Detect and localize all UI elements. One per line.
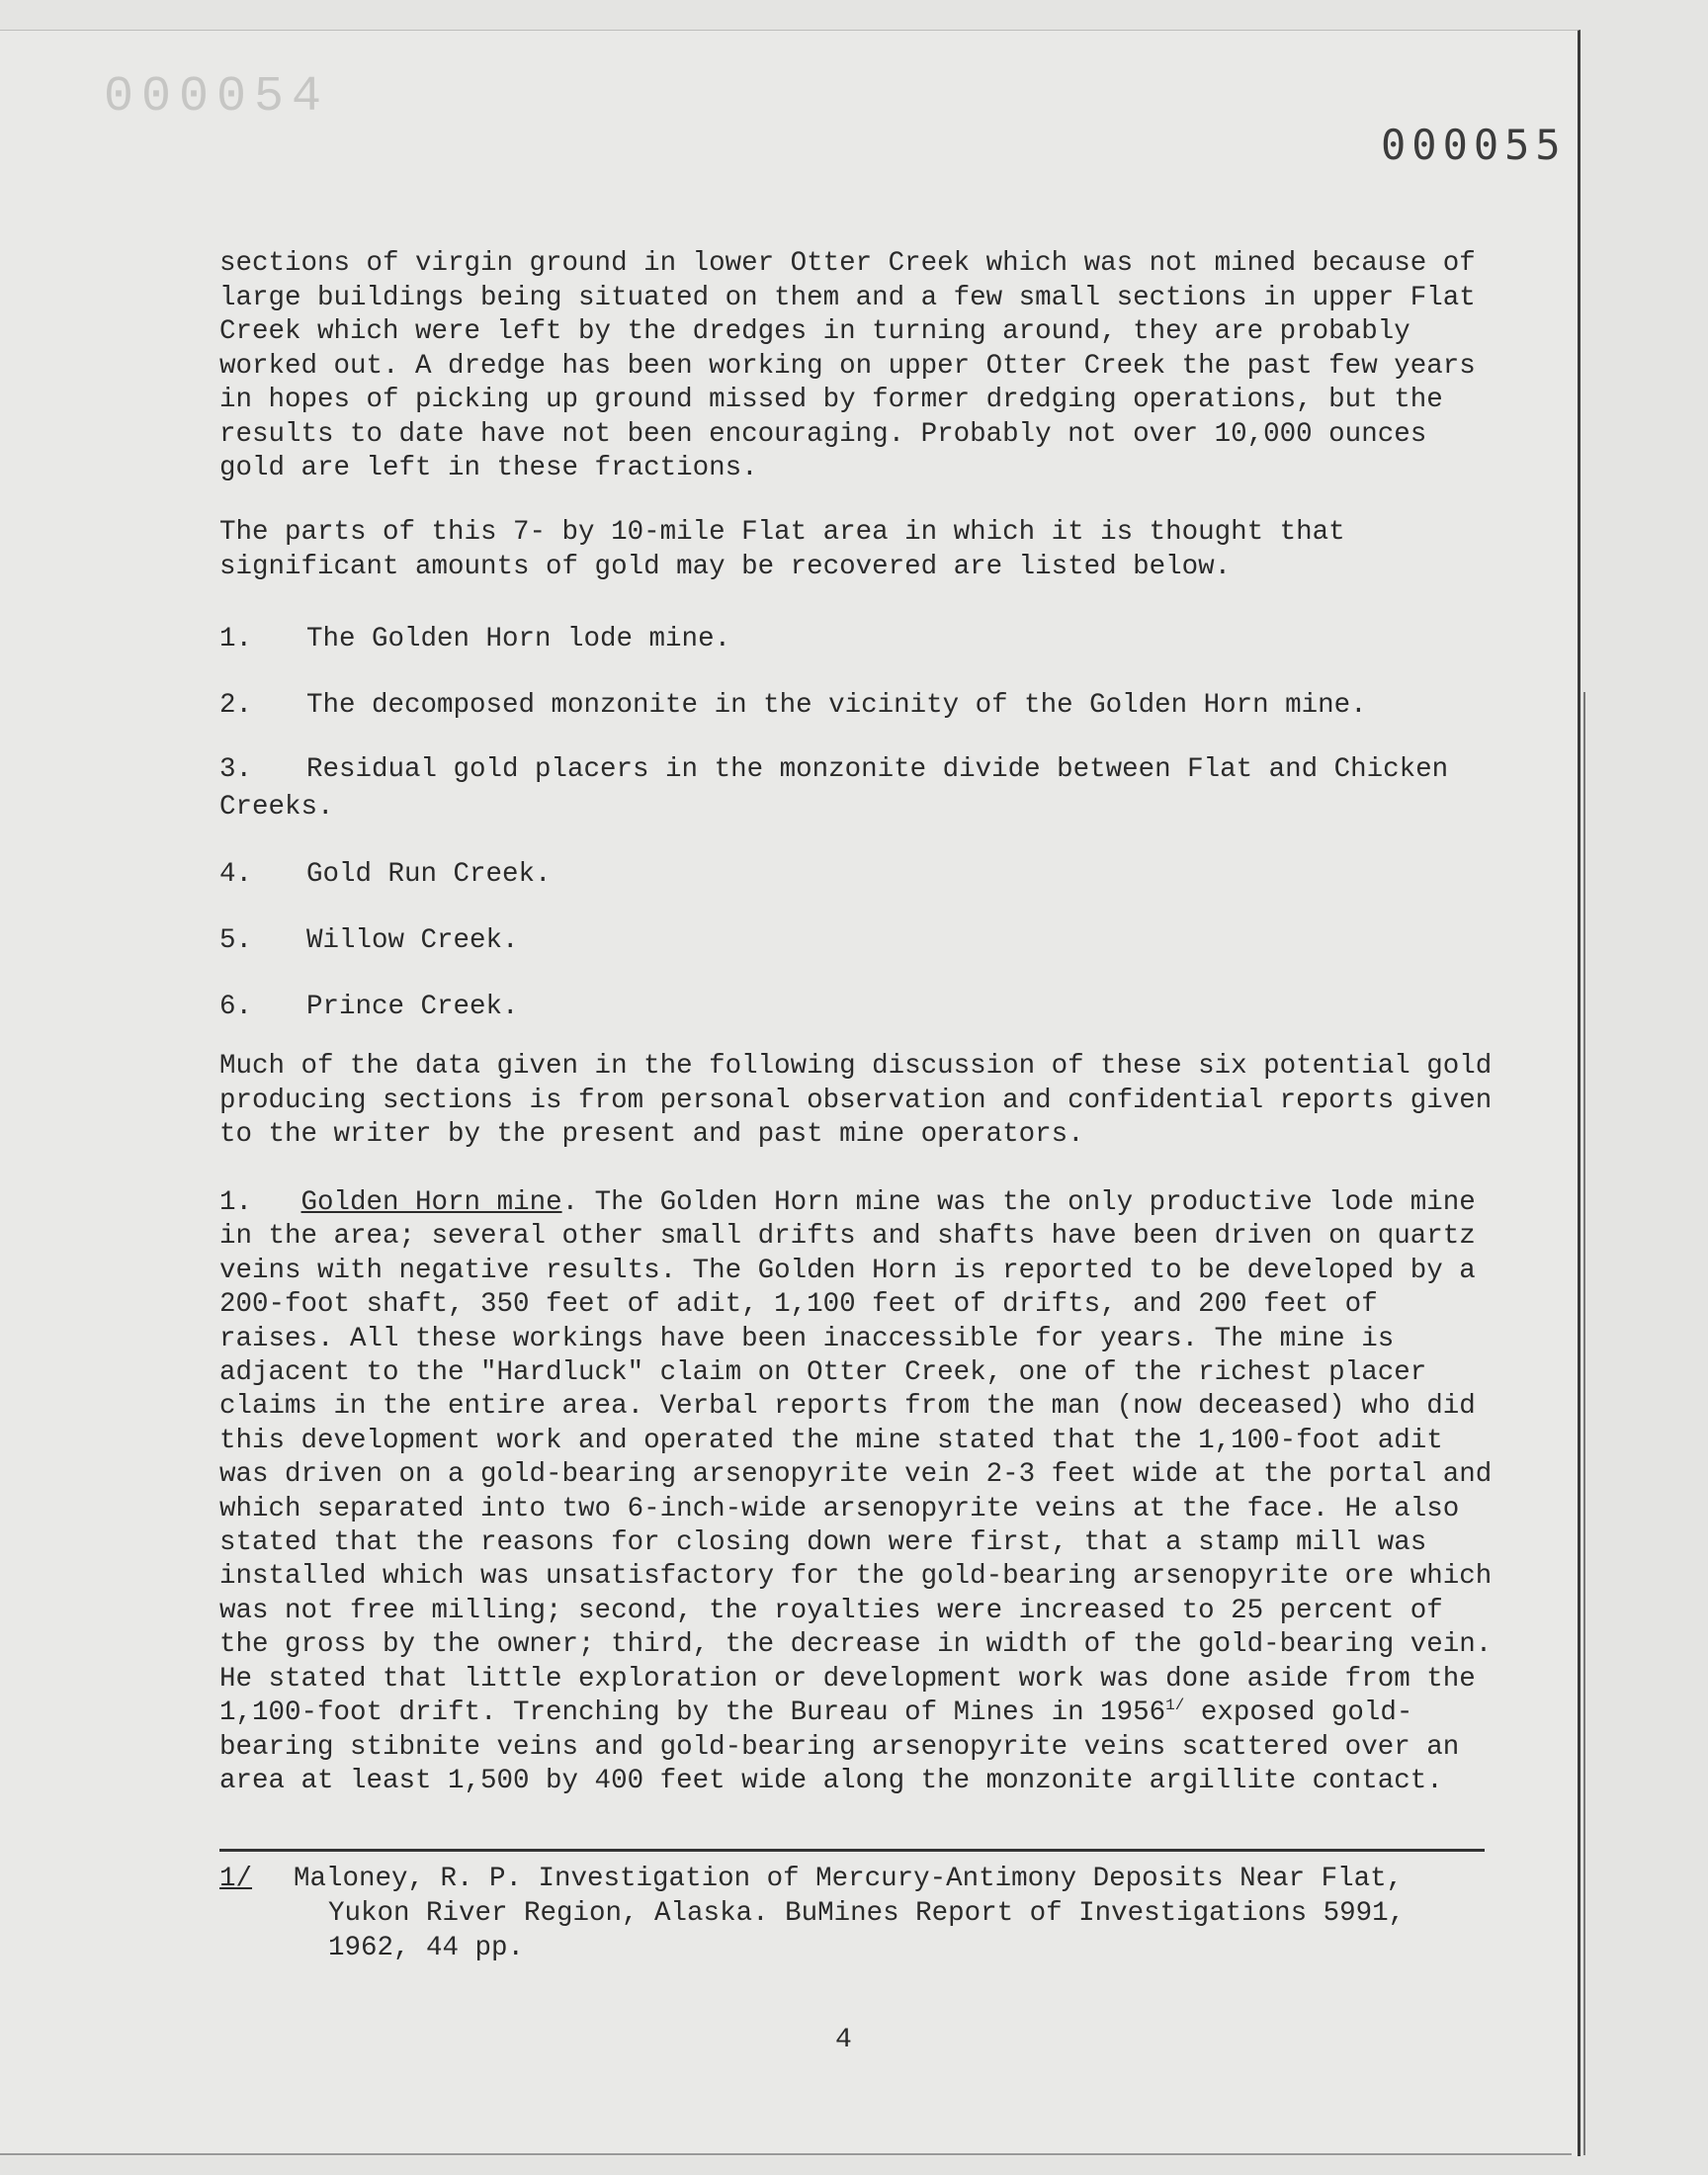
list-item-number: 5. [219,925,253,956]
list-item-number: 4. [219,859,253,890]
ghost-stamp-number: 000054 [104,69,330,126]
list-item-number: 2. [219,690,253,721]
page-number: 4 [835,2025,852,2055]
section-body-continued: exposed gold-bearing stibnite veins and gold-bearing arsenopyrite veins scattered over an area at least 1,500 by 400 feet wide along the monzonite argillite contact. [219,1697,1460,1796]
footnote-line: 1962, 44 pp. [328,1933,525,1963]
list-item-text: Prince Creek. [306,992,519,1022]
list-item-text: Gold Run Creek. [306,859,552,890]
list-item [219,751,1494,826]
section-golden-horn [219,1186,1494,1798]
paragraph-list-lead: The parts of this 7- by 10-mile Flat area in which it is thought that significant amounts of gold may be recovered are listed below. [219,517,1345,582]
list-item-text: Willow Creek. [306,925,519,956]
list-item-number: 1. [219,624,253,654]
section-number: 1. [219,1187,253,1218]
footnote-line: Maloney, R. P. Investigation of Mercury-Antimony Deposits Near Flat, [294,1864,1404,1894]
list-item-number: 3. [219,754,253,785]
list-item-continuation: Creeks. [219,792,334,823]
page-edge-shadow [1583,692,1585,2155]
footnote [219,1862,1494,1965]
section-body: . The Golden Horn mine was the only productive lode mine in the area; several other small drifts and shafts have been driven on quartz veins with negative results. The Golden Horn is reported to be developed by a 200-foot shaft, 350 feet of adit, 1,100 feet of drifts, and 200 feet of raises. All these workings have been inaccessible for years. The mine is adjacent to the "Hardluck" claim on Otter Creek, one of the richest placer claims in the entire area. Verbal reports from the man (now deceased) who did this development work and operated the mine stated that the 1,100-foot adit was driven on a gold-bearing arsenopyrite vein 2-3 feet wide at the portal and which separated into two 6-inch-wide arsenopyrite veins at the face. He also stated that the reasons for closing down were first, that a stamp mill was installed which was unsatisfactory for the gold-bearing arsenopyrite ore which was not free milling; second, the royalties were increased to 25 percent of the gross by the owner; third, the decrease in width of the gold-bearing vein. He stated that little exploration or development work was done aside from the 1,100-foot drift. Trenching by the Bureau of Mines in 1956 [219,1187,1493,1729]
page-bottom-edge [0,2153,1572,2155]
paragraph-intro: sections of virgin ground in lower Otter Creek which was not mined because of large buildings being situated on them and a few small sections in upper Flat Creek which were left by the dredges in turning around, they are probably worked out. A dredge has been working on upper Otter Creek the past few years in hopes of picking up ground missed by former dredging operations, but the results to date have not been encouraging. Probably not over 10,000 ounces gold are left in these fractions. [219,248,1476,483]
list-item-text: The Golden Horn lode mine. [306,624,731,654]
footnote-reference: 1/ [1165,1696,1185,1714]
list-item-text: Residual gold placers in the monzonite divide between Flat and Chicken [306,754,1449,785]
document-number: 000055 [1381,121,1567,169]
footnote-divider [219,1849,1485,1852]
footnote-line: Yukon River Region, Alaska. BuMines Report of Investigations 5991, [328,1898,1406,1929]
footnote-body [294,1862,1494,1965]
list-item-text: The decomposed monzonite in the vicinity of the Golden Horn mine. [306,690,1367,721]
list-item-number: 6. [219,992,253,1022]
paragraph-data-sources: Much of the data given in the following discussion of these six potential gold producing sections is from personal observation and confidential reports given to the writer by the present and past mine operators. [219,1051,1493,1150]
footnote-mark: 1/ [219,1864,253,1894]
section-heading: Golden Horn mine [300,1187,562,1218]
